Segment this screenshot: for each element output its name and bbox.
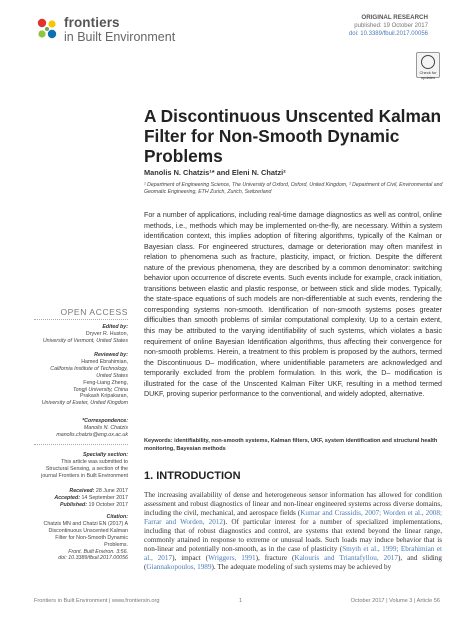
keywords — [144, 438, 442, 453]
footer-journal-link[interactable]: Frontiers in Built Environment | www.frontiersin.org — [34, 598, 160, 604]
intro-text-3: ), impact ( — [172, 553, 209, 562]
article-title: A Discontinuous Unscented Kalman Filter for Non-Smooth Dynamic Problems — [144, 106, 442, 166]
dates-block — [34, 488, 128, 509]
received-label: Received: — [69, 488, 95, 494]
article-type: ORIGINAL RESEARCH — [361, 14, 428, 21]
check-label-1: Check for — [419, 70, 437, 75]
edited-by-heading: Edited by: — [102, 324, 128, 330]
reviewer-line: Tongji University, China — [72, 386, 128, 393]
journal-logo[interactable] — [34, 14, 204, 48]
frontiers-logo-icon — [34, 16, 60, 42]
citation-link[interactable]: Giannakopoulos, 1989 — [146, 562, 212, 571]
sidebar-divider — [34, 319, 128, 320]
correspondence-heading: *Correspondence: — [82, 418, 128, 424]
reviewer-line[interactable]: Hamed Ebrahimian, — [81, 358, 128, 365]
sidebar-divider — [34, 444, 128, 445]
reviewer-line: California Institute of Technology, — [50, 365, 128, 372]
check-for-updates-button[interactable] — [416, 52, 440, 78]
authors[interactable]: Manolis N. Chatzis¹* and Eleni N. Chatzi² — [144, 168, 286, 177]
citation-line: Front. Built Environ. 3:56. — [68, 548, 128, 555]
footer-issue-info: October 2017 | Volume 3 | Article 56 — [350, 598, 440, 604]
specialty-line: journal Frontiers in Built Environment — [41, 472, 128, 479]
logo-name: frontiers — [64, 15, 120, 30]
correspondence-block — [34, 418, 128, 439]
accepted-date: 14 September 2017 — [81, 494, 128, 501]
page-number: 1 — [239, 598, 243, 604]
corresponding-email[interactable]: manolis.chatzis@eng.ox.ac.uk — [56, 431, 128, 438]
citation-line: Problems. — [104, 541, 128, 548]
specialty-heading: Specialty section: — [82, 452, 128, 458]
accepted-label: Accepted: — [54, 494, 80, 501]
citation-link[interactable]: Kumar and Crassidis, 2007; Worden et al., 2008; Farrar and Worden, 2012 — [144, 508, 442, 526]
reviewed-by-block — [34, 352, 128, 407]
specialty-line: This article was submitted to — [61, 458, 128, 465]
article-meta — [349, 14, 428, 39]
citation-line: Discontinuous Unscented Kalman — [48, 527, 128, 534]
citation-link[interactable]: Kalouris and Triantafyllou, 2017 — [294, 553, 398, 562]
check-label-2: updates — [420, 75, 436, 80]
received-date: 28 June 2017 — [95, 488, 128, 494]
keywords-label: Keywords: — [144, 438, 173, 444]
check-updates-icon — [421, 55, 435, 69]
intro-text-2: ). Of particular interest for a number of specialized implementations, including that of robust diagnostics and control, are systems that extend beyond the linear range, commonly attained in response to extreme or unusual loads. Such loads may induce behavior that is non-linear and potentially non-smooth, as in the case of plasticity ( — [144, 517, 442, 553]
intro-text-5: ), and sliding ( — [144, 553, 442, 571]
citation-link[interactable]: Wriggers, 1991 — [208, 553, 256, 562]
reviewer-line[interactable]: Prakash Kripakaran, — [80, 393, 128, 400]
section-heading-introduction: 1. INTRODUCTION — [144, 470, 241, 482]
abstract: For a number of applications, including real-time damage diagnostics as well as control, online methods, i.e., methods which may be implemented on-the-fly, are necessary. Within a system identification context, this implies adoption of filtering algorithms, typically of the Kalman or Bayesian class. For engineered structures, damage or deterioration may often manifest in relation to phenomena such as fracture, plasticity, impact, or friction. Despite the different nature of the previous phenomena, they are described by a common denominator: switching behavior upon occurrence of discrete events. Such events include for example, crack initiation, transitions between elastic and plastic response, or between stick and slide modes. Typically, the state-space equations of such models are non-differentiable at such events, rendering the corresponding systems non-smooth. Identification of non-smooth systems poses greater difficulties than smooth problems of similar computational complexity. Up to a certain extent, this may be attributed to the varying identifiability of such systems, which violates a basic requirement of online Bayesian Identification algorithms, thus affecting their convergence for non-smooth problems. Herein, a treatment to this problem is proposed by the authors, termed the Discontinuous D– modification, where unidentifiable parameters are acknowledged and temporarily excluded from the problem formulation. In this work, the D– modification is illustrated for the case of the Unscented Kalman Filter UKF, resulting in a method termed DUKF, proving superior performance to the conventional, and widely adopted, alternative. — [144, 211, 442, 399]
doi-link[interactable]: doi: 10.3389/fbuil.2017.00056 — [348, 31, 428, 38]
keywords-text: identifiability, non-smooth systems, Kalman filters, UKF, system identification and structural health monitoring, Bayesian methods — [144, 438, 438, 452]
published-date-sidebar: 19 October 2017 — [88, 501, 128, 508]
citation-block — [34, 514, 128, 562]
reviewer-line: University of Exeter, United Kingdom — [41, 400, 128, 407]
corresponding-author: Manolis N. Chatzis — [83, 424, 128, 431]
editor-affiliation: University of Vermont, United States — [42, 337, 128, 344]
reviewer-line: United States — [96, 372, 128, 379]
specialty-line: Structural Sensing, a section of the — [45, 465, 128, 472]
introduction-text — [144, 491, 442, 572]
reviewed-by-heading: Reviewed by: — [94, 352, 128, 358]
citation-heading: Citation: — [106, 514, 128, 520]
edited-by-block — [34, 324, 128, 345]
published-label: Published: — [59, 501, 88, 508]
citation-link[interactable]: Smyth et al., 1999; Ebrahimian et al., 2017 — [144, 544, 442, 562]
intro-text-1: The increasing availability of dense and heterogeneous sensor information has allowed for condition assessment and robust diagnostics of linear and non-linear engineered systems across diverse domains, including the civil, mechanical, and aerospace fields ( — [144, 491, 442, 517]
intro-text-6: ). The adequate modeling of such systems may be achieved by — [211, 562, 392, 571]
citation-line: Chatzis MN and Chatzi EN (2017) A — [43, 520, 128, 527]
editor-name[interactable]: Dryver R. Huston, — [85, 330, 128, 337]
citation-line: Filter for Non-Smooth Dynamic — [55, 534, 128, 541]
affiliations: ¹ Department of Engineering Science, The University of Oxford, Oxford, United Kingdom, ² Department of Civil, Environmental and Geomatic Engineering, ETH Zurich, Zurich, Switzerland — [144, 182, 443, 196]
specialty-section-block — [34, 452, 128, 480]
published-date: published: 19 October 2017 — [354, 23, 428, 30]
citation-doi[interactable]: doi: 10.3389/fbuil.2017.00056 — [58, 555, 128, 562]
reviewer-line[interactable]: Feng-Liang Zheng, — [83, 379, 128, 386]
intro-text-4: ), fracture ( — [255, 553, 295, 562]
logo-subtitle: in Built Environment — [64, 30, 176, 44]
open-access-label: OPEN ACCESS — [60, 307, 128, 317]
